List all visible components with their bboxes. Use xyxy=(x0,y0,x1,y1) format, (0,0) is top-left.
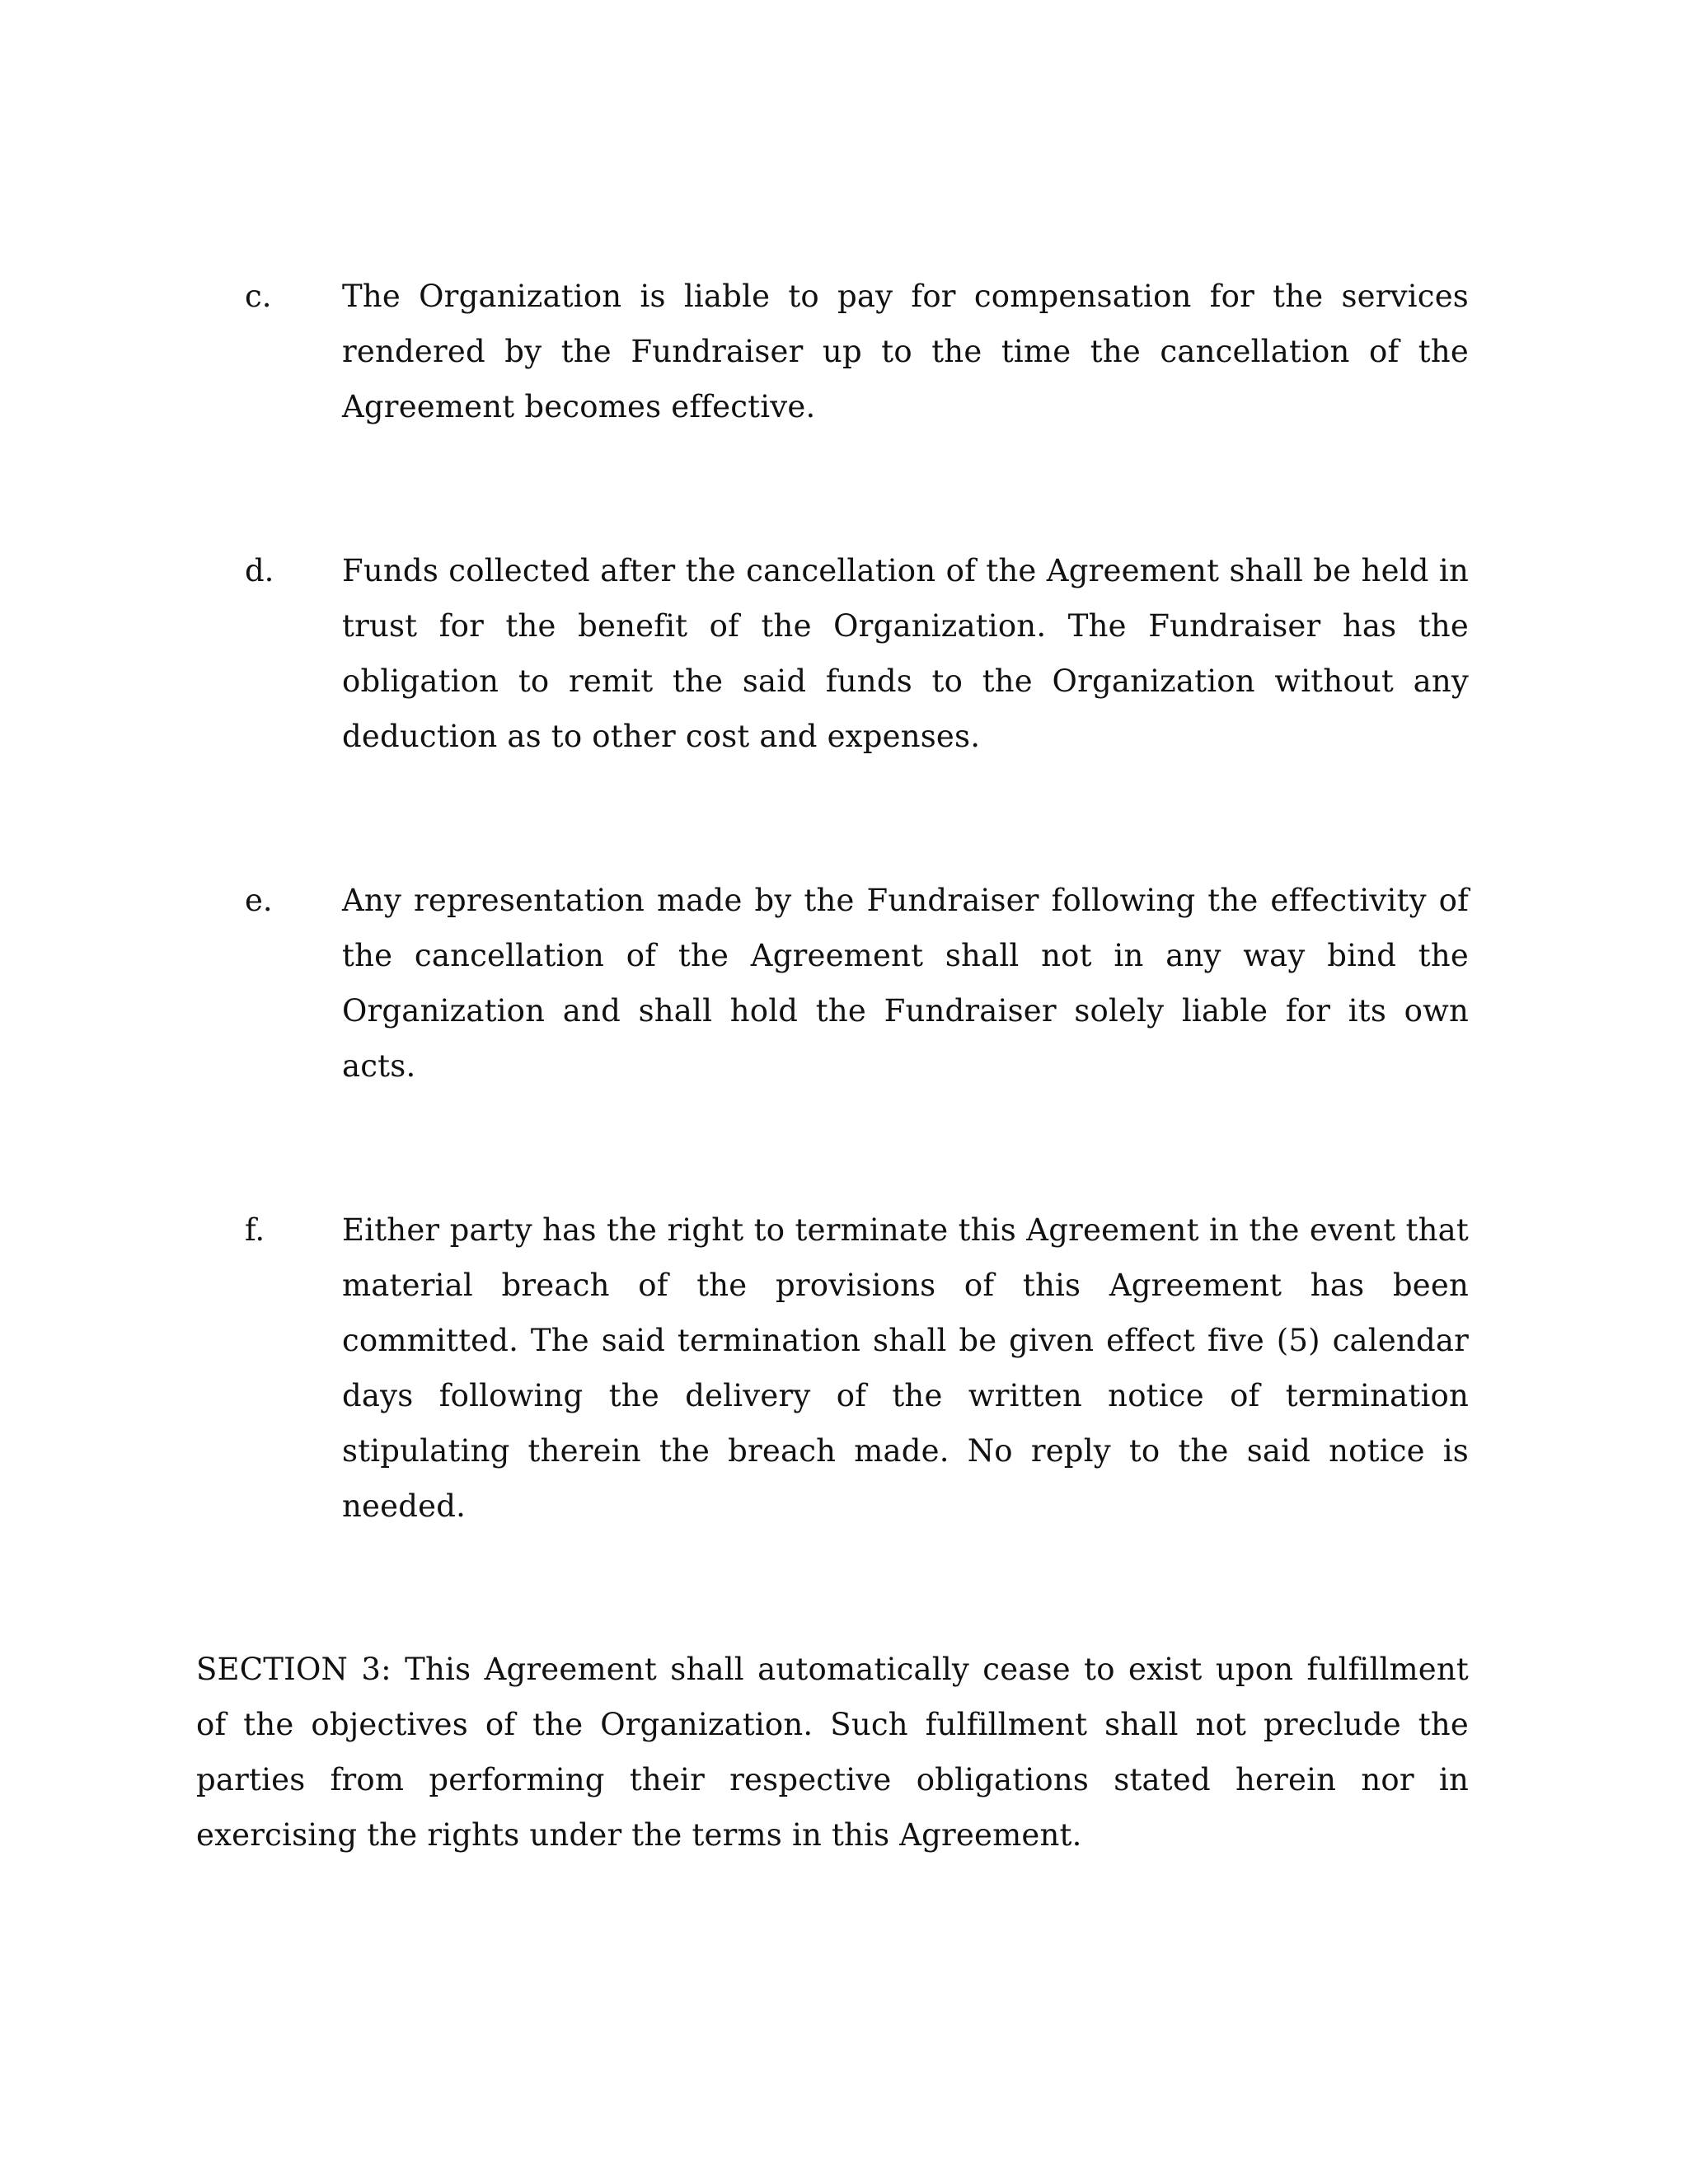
clause-letter: e. xyxy=(245,883,273,918)
clause-text: Either party has the right to terminate this Agreement in the event that material breach of the provisions of this Agreement has been committed. The said termination shall be given effect five (5) calendar days following the delivery of the written notice of termination stipulating therein the breach made. No reply to the said notice is needed. xyxy=(342,1212,1469,1524)
clause-letter: d. xyxy=(245,553,274,588)
clause-letter: f. xyxy=(245,1212,265,1248)
clause-text: The Organization is liable to pay for compensation for the services rendered by the Fundraiser up to the time the cancellation of the Agreement becomes effective. xyxy=(342,279,1469,424)
section-3-paragraph: SECTION 3: This Agreement shall automatically cease to exist upon fulfillment of the objectives of the Organization. Such fulfillment shall not preclude the parties from performing their respective obligations stated herein nor in exercising the rights under the terms in this Agreement. xyxy=(196,1652,1469,1853)
clause-text: Any representation made by the Fundraiser following the effectivity of the cancellation of the Agreement shall not in any way bind the Organization and shall hold the Fundraiser solely liable for its own acts. xyxy=(342,883,1469,1084)
clause-letter: c. xyxy=(245,279,272,314)
clause-text: Funds collected after the cancellation of the Agreement shall be held in trust for the benefit of the Organization. The Fundraiser has the obligation to remit the said funds to the Organization without any deduction as to other cost and expenses. xyxy=(342,553,1469,754)
